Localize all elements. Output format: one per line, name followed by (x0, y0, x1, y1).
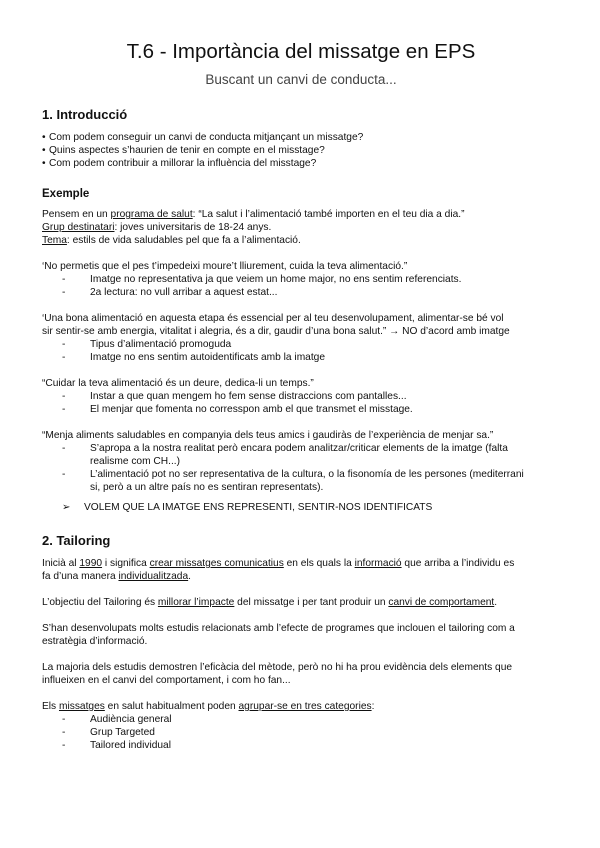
intro-bullet-list (42, 131, 560, 170)
page-title: T.6 - Importància del missatge en EPS (126, 40, 476, 63)
dash-icon: - (62, 274, 66, 285)
tailoring-heading: 2. Tailoring (42, 533, 111, 548)
example-line-group: Grup destinatari: joves universitaris de 18-24 anys. (42, 222, 272, 233)
dash-icon: - (62, 404, 66, 415)
bullet-icon: • (42, 158, 46, 169)
list-item: - 2a lectura: no vull arribar a aquest estat... (62, 287, 278, 298)
list-item: - L’alimentació pot no ser representativa de la cultura, o la fisonomía de les persones (mediterrani si, però a un altre país no es sentiran representats). (62, 469, 524, 493)
dash-icon: - (62, 727, 66, 738)
dash-icon: - (62, 339, 66, 350)
quote-block-2 (42, 312, 560, 364)
bullet-icon: • (42, 132, 46, 143)
dash-icon: - (62, 443, 66, 454)
list-item: - Audiència general (62, 714, 172, 725)
list-item: - Tipus d’alimentació promoguda (62, 339, 232, 350)
example-intro (42, 208, 560, 247)
list-item: - Imatge no ens sentim autoidentificats amb la imatge (62, 352, 326, 363)
list-item: - Tailored individual (62, 740, 171, 751)
quote-text: “Cuidar la teva alimentació és un deure, dedica-li un temps.” (42, 378, 314, 389)
dash-icon: - (62, 740, 66, 751)
example-line-topic: Tema: estils de vida saludables pel que fa a l’alimentació. (42, 235, 301, 246)
list-item: • Quins aspectes s’haurien de tenir en compte en el misstage? (42, 145, 325, 156)
tailoring-paragraph-2: L’objectiu del Tailoring és millorar l’impacte del missatge i per tant produir un canvi de comportament. (42, 597, 498, 608)
dash-list (42, 273, 560, 299)
tailoring-paragraph-3: S’han desenvolupats molts estudis relacionats amb l’efecte de programes que inclouen el tailoring com a estratègia d’informació. (42, 623, 515, 647)
quote-block-4 (42, 429, 560, 514)
list-item: • Com podem conseguir un canvi de conducta mitjançant un missatge? (42, 132, 364, 143)
quote-block-1 (42, 260, 560, 299)
quote-text-line: ‘Una bona alimentació en aquesta etapa és essencial per al teu desenvolupament, alimentar-se bé vol (42, 313, 504, 324)
list-item: - Grup Targeted (62, 727, 155, 738)
arrow-bullet-icon: ➢ (62, 502, 71, 513)
dash-list (42, 442, 560, 494)
list-item: - Imatge no representativa ja que veiem un home major, no ens sentim referenciats. (62, 274, 462, 285)
dash-icon: - (62, 714, 66, 725)
quote-text: “Menja aliments saludables en companyia dels teus amics i gaudiràs de l’experiència de menjar sa.” (42, 430, 494, 441)
bullet-icon: • (42, 145, 46, 156)
conclusion-item: ➢ VOLEM QUE LA IMATGE ENS REPRESENTI, SENTIR-NOS IDENTIFICATS (62, 502, 433, 513)
dash-list (42, 390, 560, 416)
tailoring-paragraph-1: Inicià al 1990 i significa crear missatges comunicatius en els quals la informació que arriba a l’individu es fa d’una manera individualitzada. (42, 558, 515, 582)
intro-heading: 1. Introducció (42, 107, 128, 122)
tailoring-paragraph-5: Els missatges en salut habitualment poden agrupar-se en tres categories: - Audiència general - Grup Targeted - Tailored individual (42, 700, 560, 752)
page-subtitle: Buscant un canvi de conducta... (205, 72, 397, 87)
quote-block-3 (42, 377, 560, 416)
list-item: - El menjar que fomenta no corresspon amb el que transmet el misstage. (62, 404, 413, 415)
example-line-program: Pensem en un programa de salut: “La salut i l’alimentació també importen en el teu dia a dia.” (42, 209, 465, 220)
quote-text-line: sir sentir-se amb energia, vitalitat i alegria, és a dir, gaudir d’una bona salut.” → NO d’acord amb imatge (42, 326, 510, 337)
quote-text: ‘No permetis que el pes t’impedeixi moure’t lliurement, cuida la teva alimentació.” (42, 261, 408, 272)
dash-icon: - (62, 287, 66, 298)
list-item: - Instar a que quan mengem ho fem sense distraccions com pantalles... (62, 391, 407, 402)
dash-list (42, 338, 560, 364)
tailoring-paragraph-4: La majoria dels estudis demostren l’eficàcia del mètode, però no hi ha prou evidència dels elements que influeixen en el canvi del comportament, i com ho fan... (42, 662, 513, 686)
list-item: • Com podem contribuir a millorar la influència del misstage? (42, 158, 317, 169)
dash-icon: - (62, 352, 66, 363)
example-heading: Exemple (42, 188, 90, 200)
dash-icon: - (62, 391, 66, 402)
category-list (42, 713, 560, 752)
dash-icon: - (62, 469, 66, 480)
list-item: - S’apropa a la nostra realitat però encara podem analitzar/criticar elements de la imatge (falta realisme com CH...) (62, 443, 508, 467)
